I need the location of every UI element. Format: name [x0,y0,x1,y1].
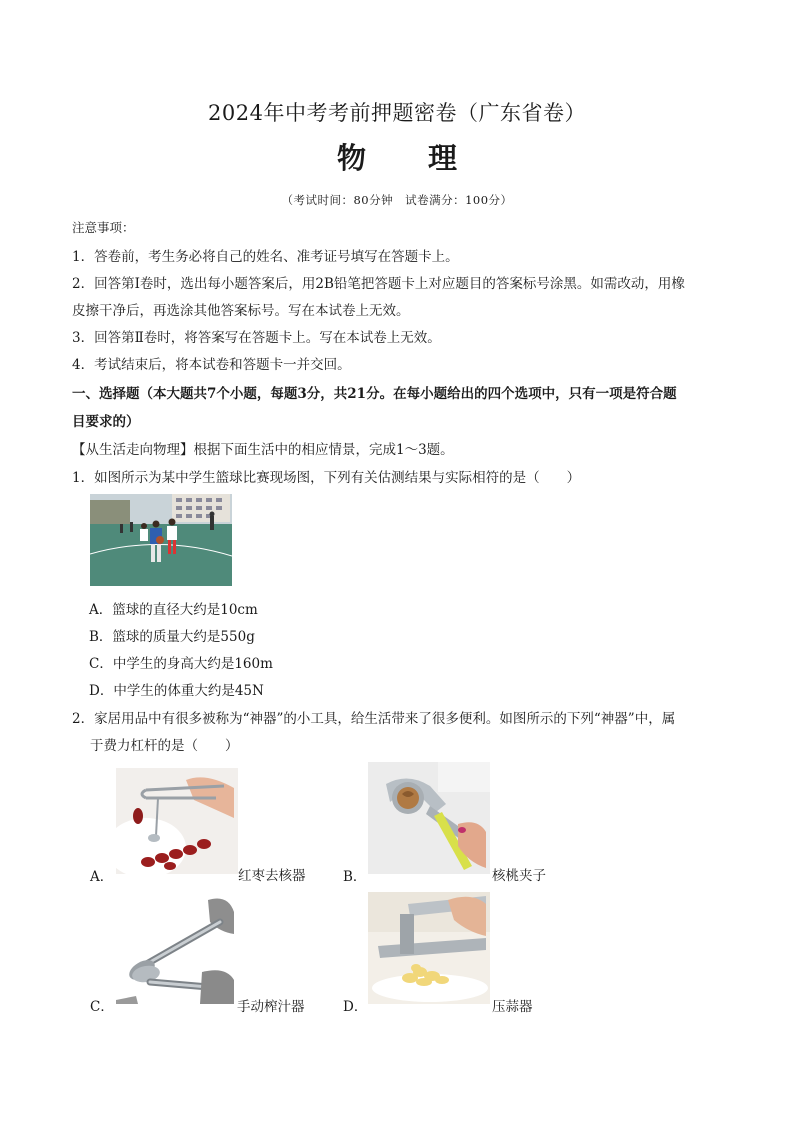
garlic-press-photo [368,892,490,1004]
q1-option-c[interactable]: C．中学生的身高大约是160m [89,656,273,672]
q2-choice-a-letter[interactable]: A． [90,869,114,885]
q1-option-a[interactable]: A．篮球的直径大约是10cm [89,602,258,618]
exam-title: 2024年中考考前押题密卷（广东省卷） [208,101,586,125]
question-2-stem-cont: 于费力杠杆的是（ ） [90,738,239,754]
q1-option-b[interactable]: B．篮球的质量大约是550g [89,629,255,645]
question-2-stem: 2．家居用品中有很多被称为“神器”的小工具，给生活带来了很多便利。如图所示的下列“神器”中，属 [72,711,676,727]
exam-info: （考试时间：80分钟 试卷满分：100分） [281,193,513,207]
question-1-stem: 1．如图所示为某中学生篮球比赛现场图，下列有关估测结果与实际相符的是（ ） [72,470,581,486]
nutcracker-photo [368,762,490,874]
basketball-game-photo [90,494,232,586]
q2-choice-b-letter[interactable]: B． [343,869,367,885]
notice-item-4: 4．考试结束后，将本试卷和答题卡一并交回。 [72,357,351,373]
q2-choice-d-label[interactable]: 压蒜器 [492,999,533,1015]
notice-item-2: 2．回答第Ⅰ卷时，选出每小题答案后，用2B铅笔把答题卡上对应题目的答案标号涂黑。如需改动，用橡 [72,276,685,292]
q2-choice-c-letter[interactable]: C． [90,999,114,1015]
q2-choice-a-label[interactable]: 红枣去核器 [238,868,306,884]
q1-option-d[interactable]: D．中学生的体重大约是45N [89,683,264,699]
q2-choice-d-letter[interactable]: D． [343,999,368,1015]
q2-choice-c-label[interactable]: 手动榨汁器 [237,999,305,1015]
q2-choice-b-label[interactable]: 核桃夹子 [492,868,546,884]
notice-heading: 注意事项： [72,220,135,235]
intro-text: 【从生活走向物理】根据下面生活中的相应情景，完成1～3题。 [72,442,454,458]
section-heading-cont: 目要求的） [72,414,140,430]
notice-item-3: 3．回答第Ⅱ卷时，将答案写在答题卡上。写在本试卷上无效。 [72,330,441,346]
jujube-pitter-photo [116,768,238,874]
manual-juicer-photo [116,892,238,1004]
notice-item-1: 1．答卷前，考生务必将自己的姓名、准考证号填写在答题卡上。 [72,249,459,265]
subject-title: 物 理 [336,141,484,175]
section-heading: 一、选择题（本大题共7个小题，每题3分，共21分。在每小题给出的四个选项中，只有一项是符合题 [72,386,677,402]
notice-item-2-cont: 皮擦干净后，再选涂其他答案标号。写在本试卷上无效。 [72,303,410,319]
